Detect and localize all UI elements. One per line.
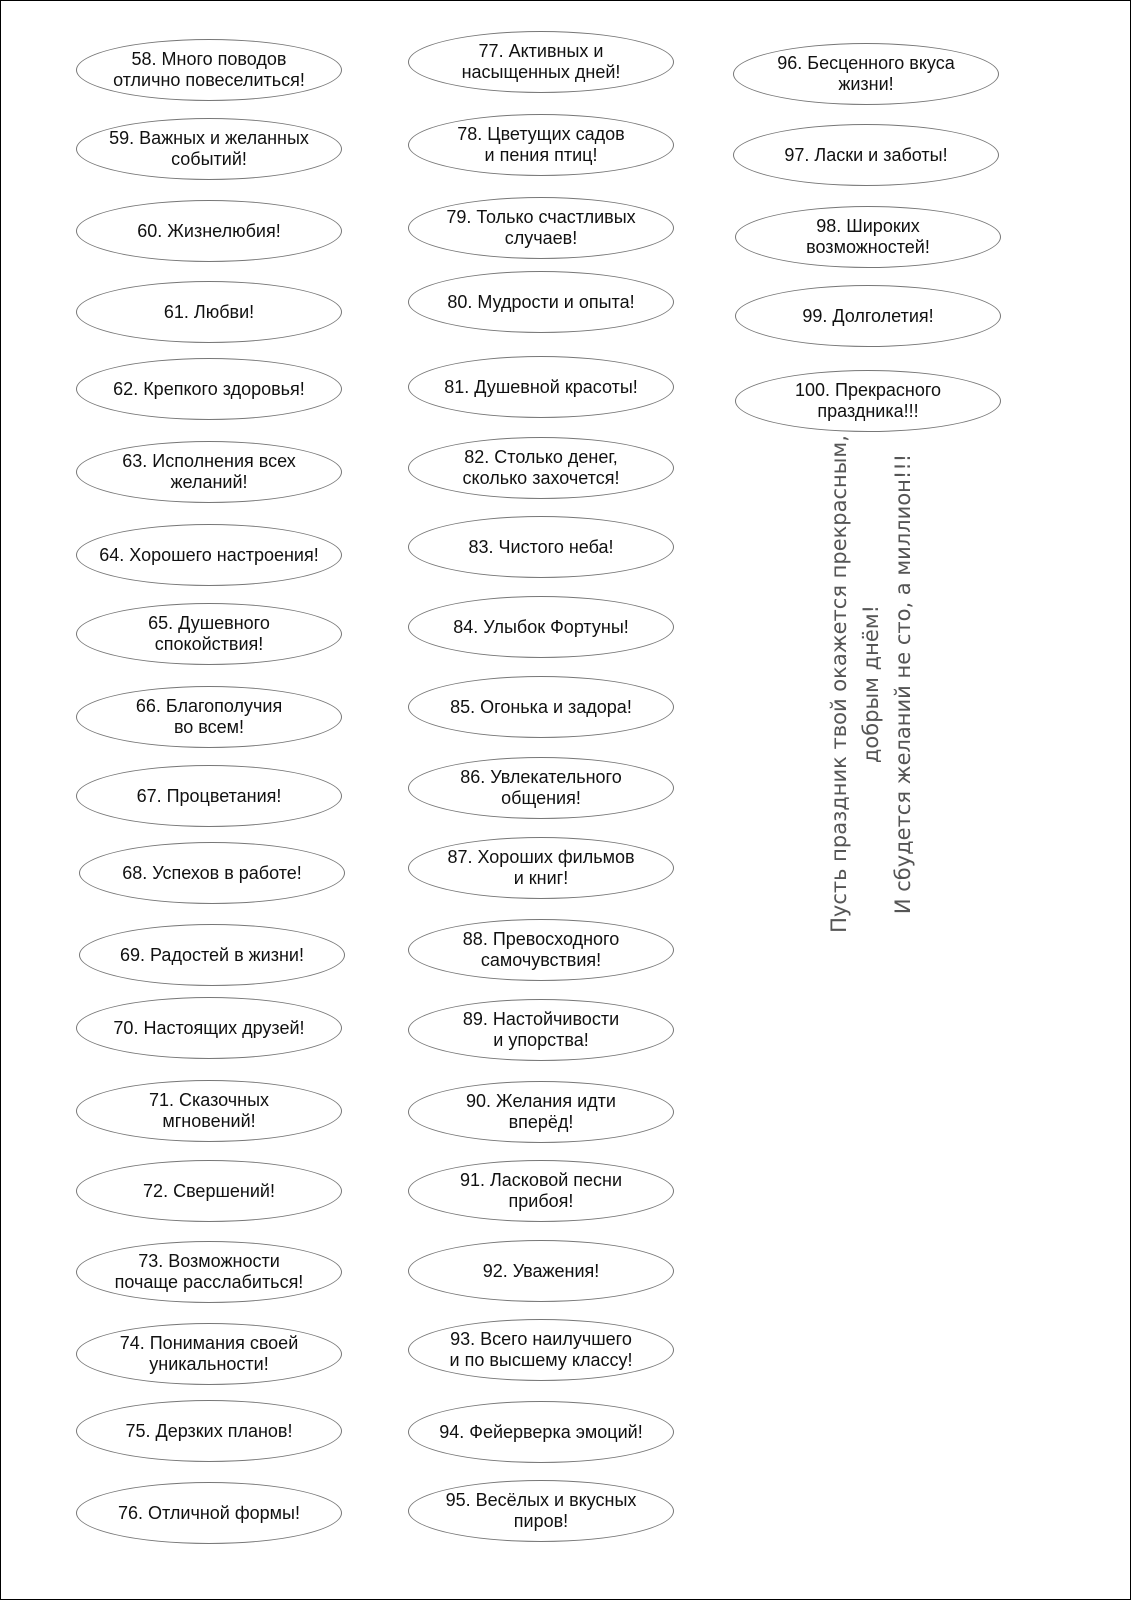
wish-oval: 100. Прекрасного праздника!!! — [735, 370, 1001, 432]
wish-oval: 72. Свершений! — [76, 1160, 342, 1222]
wish-oval: 89. Настойчивости и упорства! — [408, 999, 674, 1061]
wish-oval: 82. Столько денег, сколько захочется! — [408, 437, 674, 499]
wish-oval: 74. Понимания своей уникальности! — [76, 1323, 342, 1385]
wish-oval: 84. Улыбок Фортуны! — [408, 596, 674, 658]
wish-oval: 61. Любви! — [76, 281, 342, 343]
wish-oval: 78. Цветущих садов и пения птиц! — [408, 114, 674, 176]
wish-oval: 59. Важных и желанных событий! — [76, 118, 342, 180]
wish-oval: 76. Отличной формы! — [76, 1482, 342, 1544]
wish-oval: 90. Желания идти вперёд! — [408, 1081, 674, 1143]
wish-oval: 81. Душевной красоты! — [408, 356, 674, 418]
wish-oval: 67. Процветания! — [76, 765, 342, 827]
wish-oval: 93. Всего наилучшего и по высшему классу! — [408, 1319, 674, 1381]
wish-oval: 75. Дерзких планов! — [76, 1400, 342, 1462]
vertical-greeting-text: Пусть праздник твой окажется прекрасным, добрым днём! И сбудется желаний не сто, а миллион!!! — [827, 435, 915, 933]
wish-oval: 94. Фейерверка эмоций! — [408, 1401, 674, 1463]
wish-oval: 79. Только счастливых случаев! — [408, 197, 674, 259]
wish-oval: 86. Увлекательного общения! — [408, 757, 674, 819]
wish-oval: 99. Долголетия! — [735, 285, 1001, 347]
wish-oval: 60. Жизнелюбия! — [76, 200, 342, 262]
wish-oval: 87. Хороших фильмов и книг! — [408, 837, 674, 899]
wish-oval: 62. Крепкого здоровья! — [76, 358, 342, 420]
wish-oval: 65. Душевного спокойствия! — [76, 603, 342, 665]
wish-oval: 63. Исполнения всех желаний! — [76, 441, 342, 503]
wish-oval: 80. Мудрости и опыта! — [408, 271, 674, 333]
wish-oval: 88. Превосходного самочувствия! — [408, 919, 674, 981]
wish-oval: 77. Активных и насыщенных дней! — [408, 31, 674, 93]
wish-oval: 69. Радостей в жизни! — [79, 924, 345, 986]
wish-oval: 66. Благополучия во всем! — [76, 686, 342, 748]
wish-oval: 98. Широких возможностей! — [735, 206, 1001, 268]
wish-oval: 83. Чистого неба! — [408, 516, 674, 578]
wish-oval: 95. Весёлых и вкусных пиров! — [408, 1480, 674, 1542]
wish-oval: 68. Успехов в работе! — [79, 842, 345, 904]
wish-oval: 64. Хорошего настроения! — [76, 524, 342, 586]
wish-oval: 91. Ласковой песни прибоя! — [408, 1160, 674, 1222]
wish-oval: 73. Возможности почаще расслабиться! — [76, 1241, 342, 1303]
wish-oval: 71. Сказочных мгновений! — [76, 1080, 342, 1142]
wish-oval: 92. Уважения! — [408, 1240, 674, 1302]
wish-oval: 58. Много поводов отлично повеселиться! — [76, 39, 342, 101]
wish-oval: 96. Бесценного вкуса жизни! — [733, 43, 999, 105]
wish-oval: 70. Настоящих друзей! — [76, 997, 342, 1059]
wish-oval: 85. Огонька и задора! — [408, 676, 674, 738]
wish-oval: 97. Ласки и заботы! — [733, 124, 999, 186]
